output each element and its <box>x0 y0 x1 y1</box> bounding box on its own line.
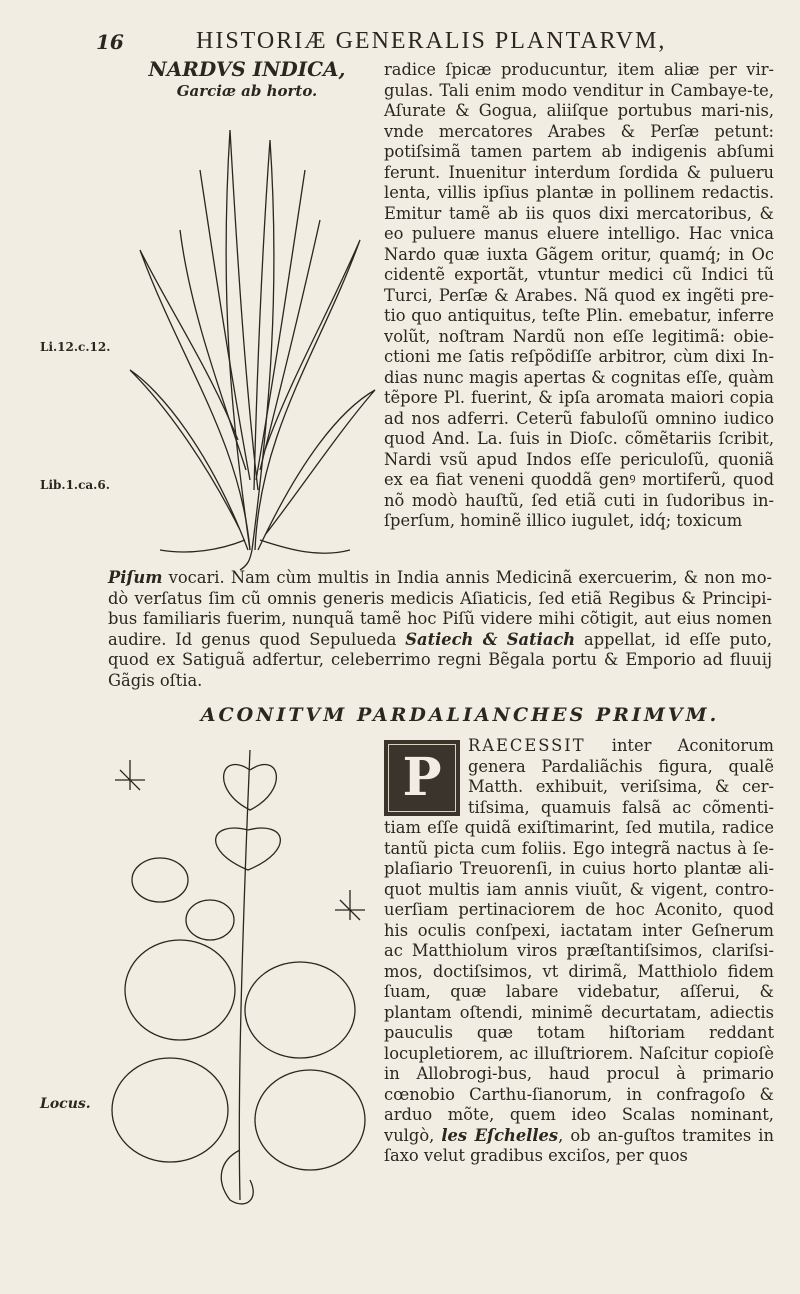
text-run-2: appellat, id eſſe puto, quod ex Satiguã adfertur, celeberrimo regni Bẽgala portu & Emporio ad fluuij Gãgis oſtia. <box>108 629 772 690</box>
figure-a-subtitle: Garciæ ab horto. <box>176 82 318 100</box>
margin-note-3: Locus. <box>40 1096 91 1112</box>
nardus-woodcut-illustration <box>120 110 380 570</box>
drop-cap: P <box>384 740 460 816</box>
running-title: HISTORIÆ GENERALIS PLANTARVM, <box>196 28 667 54</box>
text-column-bottom <box>384 736 774 1167</box>
page-number: 16 <box>96 30 124 54</box>
text-run-1: vocari. Nam cùm multis in India annis Medicinã exercuerim, & non mo-dò verſatus ſim cũ omnis generis medicis Aſiaticis, ſed etiã Regibus & Principi-bus familiaris fuerim, nunquã tamẽ hoc Piſũ videre mihi cõtigit, aut eius nomen audire. Id genus quod Sepulueda <box>108 568 772 649</box>
figure-a-caption <box>132 58 362 102</box>
term-eschelles: les Eſchelles <box>441 1125 559 1145</box>
paragraph-aconitum <box>384 736 774 1167</box>
lead-word: RAECESSIT <box>468 736 586 755</box>
paragraph-nardus: radice ſpicæ producuntur, item aliæ per vir-gulas. Tali enim modo venditur in Cambaye-te, Aſurate & Gogua, aliiſque portubus mari-nis, vnde mercatores Arabes & Perſæ petunt: potiſsimã tamen partem ab indigenis abſumi ferunt. Inuenitur interdum ſordida & puluеru lenta, villis ipſius plantæ in pollinem redactis. Emitur tamẽ ab iis quos dixi mercatoribus, & eo puluere manus eluere intelligo. Hac vnica Nardo quæ iuxta Gãgem oritur, quamq́; in Oc cidentẽ exportãt, vtuntur medici cũ Indici tũ Turci, Perſæ & Arabes. Nã quod ex ingẽti pre-tio quo antiquitus, teſte Plin. emebatur, inferre volũt, noſtram Nardũ non eſſe legitimã: obie-ctioni me ſatis reſpõdiſſe arbitror, cùm dixi In-dias nunc magis apertas & cognitas eſſe, quàm tẽpore Pl. fuerint, & ipſa aromata maiori copia ad nos adferri. Ceterũ fabuloſũ omnino iudico quod And. La. ſuis in Dioſc. cõmẽtariis ſcribit, Nardi vsũ apud Indos eſſe periculoſũ, quoniã ex ea fiat veneni quoddã genꝰ mortiferũ, quod nõ modò hauſtũ, ſed etiã cuti in ſudoribus in-ſperſum, hominẽ illico iugulet, idq́; toxicum <box>384 60 774 530</box>
aconitum-woodcut-illustration <box>100 730 370 1210</box>
text-run-4: , ob an-guſtos tramites in ſaxo velut gradibus exciſos, per quos <box>384 1125 775 1165</box>
margin-note-2: Lib.1.ca.6. <box>40 478 110 492</box>
text-run-3: inter Aconitorum genera Pardaliãchis figura, qualẽ Matth. exhibuit, veriſsima, & cer-tiſsima, quamuis falsã ac cõmenti-tiam eſſe quidã exiſtimarint, ſed mutila, radice tantũ picta cum foliis. Ego integrã nactus à ſe-plaſiario Treuorenſi, in cuius horto plantæ ali-quot multis iam annis viuũt, & vigent, contro-uerſiam pertinaciorem de hoc Aconito, quod his oculis conſpexi, iactatam inter Geſnerum ac Matthiolum viros præſtantiſsimos, clariſsi-mos, doctiſsimos, vt dirimã, Matthiolo fidem ſuam, quæ labare videbatur, aſſerui, & plantam oſtendi, minimẽ decurtatam, adiectis pauculis quæ totam hiſtoriam reddant locupletiorem, ac illuſtriorem. Naſcitur copioſè in Allobrogi-bus, haud procul à primario cœnobio Carthu-ſianorum, in confragoſo & arduo mõte, quem ideo Scalas nominant, vulgò, <box>384 736 774 1145</box>
text-full-width <box>108 568 772 691</box>
figure-b-caption: ACONITVM PARDALIANCHES PRIMVM. <box>200 704 720 726</box>
term-satiech: Satiech & Satiach <box>405 629 576 649</box>
paragraph-nardus-continued <box>108 568 772 691</box>
text-column-top <box>384 60 774 532</box>
margin-note-1: Li.12.c.12. <box>40 340 111 354</box>
term-pisum: Piſum <box>108 568 163 587</box>
figure-a-title: NARDVS INDICA, <box>148 57 346 81</box>
